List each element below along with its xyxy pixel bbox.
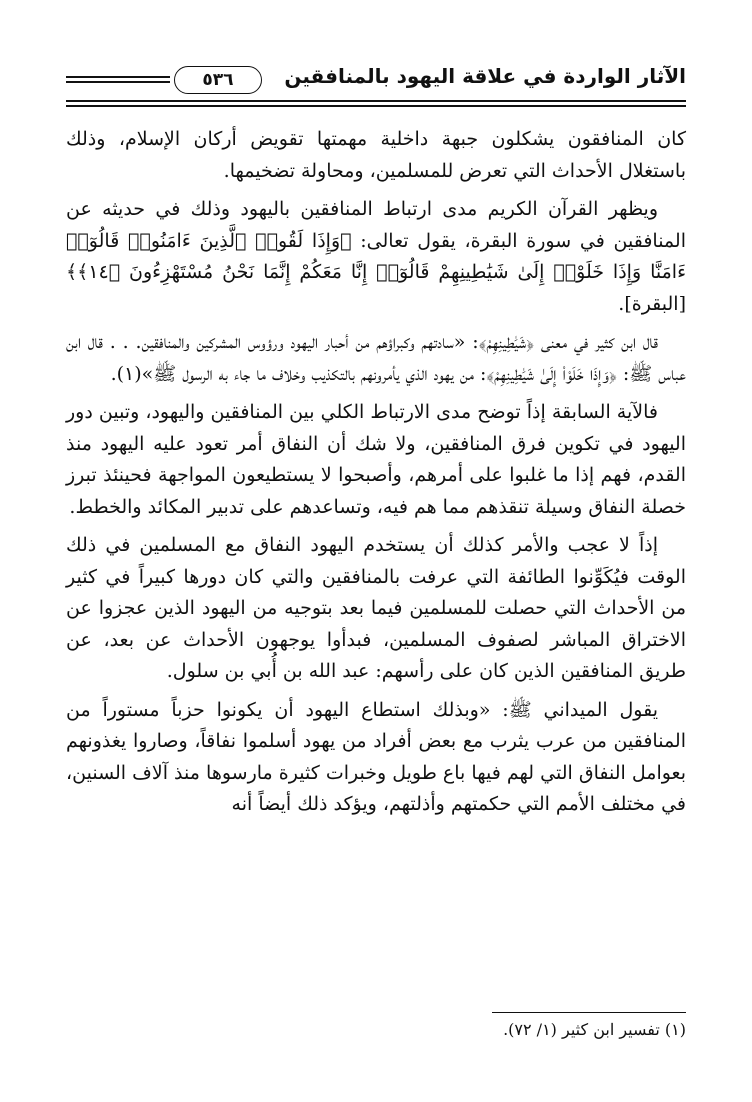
paragraph: قال ابن كثير في معنى ﴿شَيَٰطِينِهِمْ﴾: «سادتهم وكبراؤهم من أحبار اليهود ورؤوس المشركين والمنافقين. . . قال ابن عباس ﷺ: ﴿وَإِذَا خَلَوْا۟ إِلَىٰ شَيَٰطِينِهِمْ﴾: من يهود الذي يأمرونهم بالتكذيب وخلاف ما جاء به الرسول ﷺ»(١). [66,331,686,385]
header-underline [66,105,686,107]
paragraph: ويظهر القرآن الكريم مدى ارتباط المنافقين باليهود وذلك في حديثه عن المنافقين في سورة البقرة، يقول تعالى: ﴿وَإِذَا لَقُوا۟ ٱلَّذِينَ ءَامَنُوا۟ قَالُوٓا۟ ءَامَنَّا وَإِذَا خَلَوْا۟ إِلَىٰ شَيَٰطِينِهِمْ قَالُوٓا۟ إِنَّا مَعَكُمْ إِنَّمَا نَحْنُ مُسْتَهْزِءُونَ ﴿١٤﴾﴾ [البقرة]. [66,198,686,315]
paragraph: يقول الميداني ﷺ: «وبذلك استطاع اليهود أن يكونوا حزباً مستوراً من المنافقين من عرب يثرب مع بعض أفراد من يهود أسلموا نفاقاً، وصاروا يغذونهم بعوامل النفاق التي لهم فيها باع طويل وخبرات كثيرة مارسوها منذ آلاف السنين، في مختلف الأمم التي حكمتهم وأذلتهم، ويؤكد ذلك أيضاً أنه [66,698,686,815]
page-header [66,64,686,114]
footnote-rule [492,1012,686,1013]
header-rule [66,76,170,78]
page-number: ٥٣٦ [174,66,262,94]
running-title: الآثار الواردة في علاقة اليهود بالمنافقين [284,64,686,88]
header-underline [66,100,686,102]
footnote: (١) تفسير ابن كثير (١/ ٧٢). [503,1020,686,1039]
header-rule [66,81,170,83]
paragraph: كان المنافقون يشكلون جبهة داخلية مهمتها تقويض أركان الإسلام، وذلك باستغلال الأحداث التي تعرض للمسلمين، ومحاولة تضخيمها. [66,128,686,182]
paragraph: إذاً لا عجب والأمر كذلك أن يستخدم اليهود النفاق مع المسلمين في ذلك الوقت فيُكَوِّنوا الطائفة التي عرفت بالمنافقين والتي كان دورها كبيراً في كثير من الأحداث التي حصلت للمسلمين فيما بعد بتوجيه من اليهود الذين عجزوا عن الاختراق المباشر لصفوف المسلمين، فبدأوا يوجهون الأحداث عن بعد، عن طريق المنافقين الذين كان على رأسهم: عبد الله بن أُبي بن سلول. [66,534,686,682]
paragraph: فالآية السابقة إذاً توضح مدى الارتباط الكلي بين المنافقين واليهود، وتبين دور اليهود في تكوين فرق المنافقين، ولا شك أن النفاق أمر تعود عليه اليهود منذ القدم، فهم إذا ما غلبوا على أمرهم، وأصبحوا لا يستطيعون المواجهة فحينئذ تبرز خصلة النفاق وسيلة تنقذهم مما هم فيه، وتساعدهم على تدبير المكائد والخطط. [66,401,686,518]
body-text [66,124,686,828]
